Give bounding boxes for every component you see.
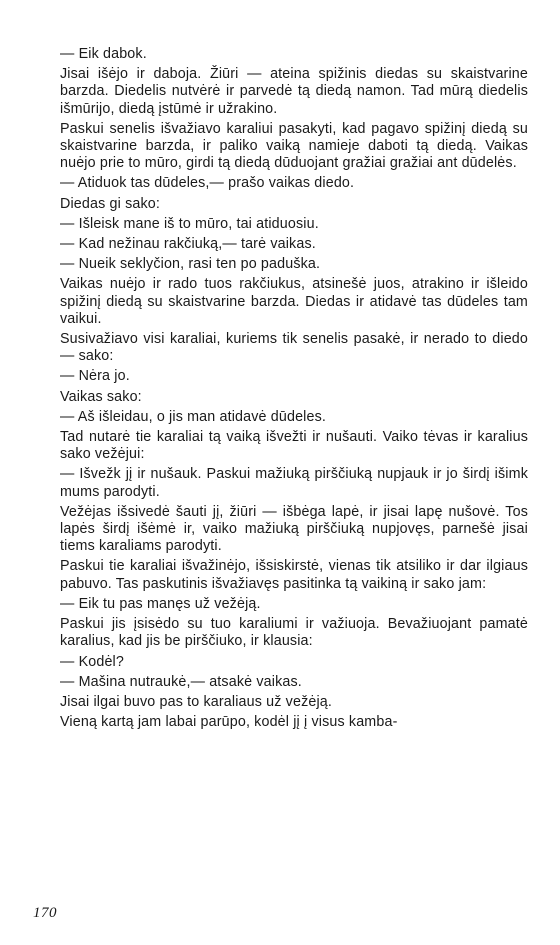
paragraph: — Eik dabok. [60,46,147,62]
paragraph: — Eik tu pas manęs už vežėją. [60,595,261,612]
paragraph: Vieną kartą jam labai parūpo, kodėl jį į visus kamba- [60,714,398,731]
paragraph: Vaikas sako: [60,388,142,405]
paragraph: — Aš išleidau, o jis man atidavė dūdeles. [60,408,327,425]
paragraph: Paskui senelis išvažiavo karaliui pasakyti, kad pagavo spižinį diedą su skaistvarine barzda, ir paliko vaiką namieje daboti tą diedą. Vaikas nuėjo prie to mūro, girdi tą diedą dūduojant gražiai gražiai ant dūdelės. [60,120,533,172]
paragraph: Tad nutarė tie karaliai tą vaiką išvežti ir nušauti. Vaiko tėvas ir karalius sako vežėjui: [60,429,533,463]
paragraph: — Kad nežinau rakčiuką,— tarė vaikas. [60,236,316,253]
paragraph: Vaikas nuėjo ir rado tuos rakčiukus, atsinešė juos, atrakino ir išleido spižinį diedą su skaistvarine barzda. Diedas ir atidavė tas dūdeles tam vaikui. [60,276,533,327]
paragraph: Jisai ilgai buvo pas to karaliaus už vežėją. [60,693,333,710]
paragraph: Jisai išėjo ir daboja. Žiūri — ateina spižinis diedas su skaistvarine barzda. Diedelis nutvėrė ir parvedė tą diedą namon. Tad mūrą diedelis išmūrijo, diedą įstūmė ir užrakino. [60,66,533,117]
page-number: 170 [33,905,57,921]
paragraph: — Išleisk mane iš to mūro, tai atiduosiu. [60,215,319,232]
paragraph: — Mašina nutraukė,— atsakė vaikas. [60,673,302,690]
page-text [60,46,533,731]
paragraph: — Atiduok tas dūdeles,— prašo vaikas diedo. [60,175,355,192]
paragraph: — Kodėl? [60,653,124,670]
paragraph: — Nėra jo. [60,368,130,385]
paragraph: — Išvežk jį ir nušauk. Paskui mažiuką pirščiuką nupjauk ir jo širdį išimk mums parodyti. [60,466,533,500]
paragraph: — Nueik seklyčion, rasi ten po paduška. [60,256,321,273]
paragraph: Diedas gi sako: [60,195,160,212]
paragraph: Susivažiavo visi karaliai, kuriems tik senelis pasakė, ir nerado to diedo — sako: [60,331,533,365]
paragraph: Vežėjas išsivedė šauti jį, žiūri — išbėga lapė, ir jisai lapę nušovė. Tos lapės širdį išėmė ir, vaiko mažiuką pirščiuką nupjovęs, parnešė jisai tiems karaliams parodyti. [60,503,533,555]
paragraph: Paskui jis įsisėdo su tuo karaliumi ir važiuoja. Bevažiuojant pamatė karalius, kad jis be pirščiuko, ir klausia: [60,616,533,650]
paragraph: Paskui tie karaliai išvažinėjo, išsiskirstė, vienas tik atsiliko ir dar ilgiaus pabuvo. Tas paskutinis išvažiavęs pasitinka tą vaikiną ir sako jam: [60,558,533,592]
